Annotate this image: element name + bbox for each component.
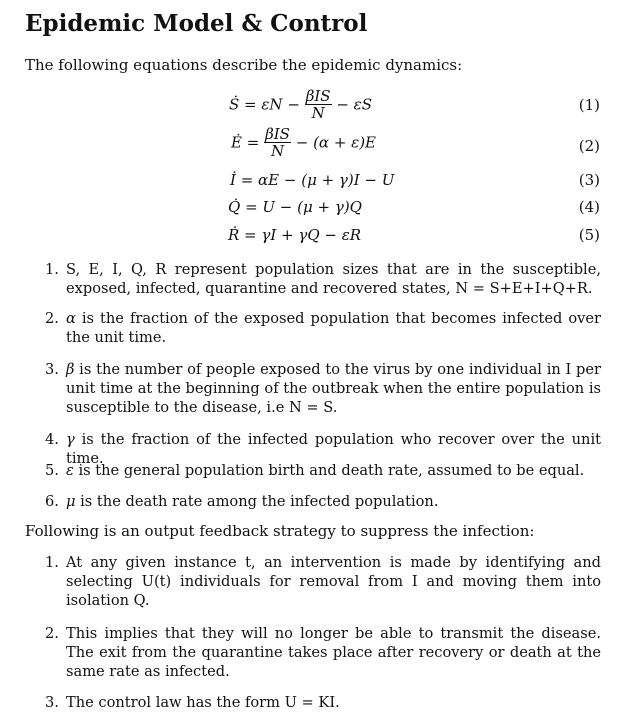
equation-number: (1) [578,96,600,114]
fraction-denominator: N [270,142,285,160]
list-number: 3. [45,361,59,378]
fraction-numerator: βIS [305,87,331,105]
fraction [305,88,332,121]
definition-text: S, E, I, Q, R represent population sizes that are in the susceptible, exposed, infected, quarantine and recovered states, N = S+E+I+Q+R. [66,261,601,297]
equation-text: Q̇ = U − (μ + γ)Q [228,198,362,216]
equation-4 [0,198,634,220]
equation-rhs: − εS [336,95,373,114]
list-number: 2. [45,625,59,642]
list-text: This implies that they will no longer be able to transmit the disease. The exit from the quarantine takes place after recovery or death at the same rate as infected. [66,625,601,680]
equation-number: (2) [578,137,600,155]
equation-number: (4) [578,198,600,216]
fraction-denominator: N [311,104,325,122]
symbol: ε [66,462,74,479]
list-text: The control law has the form U = KI. [66,694,340,711]
definition-text: is the general population birth and death rate, assumed to be equal. [73,462,585,479]
equation-text: İ = αE − (μ + γ)I − U [230,171,395,189]
equation-lhs: Ė = [231,133,260,152]
equation-lhs: Ṡ = εN − [229,95,300,114]
list-text [66,461,601,480]
fraction [264,126,291,159]
equation-1 [0,86,634,126]
list-text [66,309,601,347]
symbol: μ [66,493,76,510]
equation-number: (5) [578,226,600,244]
symbol: γ [66,431,75,448]
equation-3 [0,171,634,193]
list-number: 2. [45,310,59,327]
list-text [66,492,601,511]
definition-text: is the number of people exposed to the virus by one individual in I per unit time at the beginning of the outbreak when the entire population is susceptible to the disease, i.e N = S. [66,361,601,416]
control-heading: Following is an output feedback strategy to suppress the infection: [25,522,535,540]
list-text [66,360,601,417]
symbol: α [66,310,76,327]
list-number: 3. [45,694,59,711]
list-text [66,260,601,298]
list-text: At any given instance t, an intervention is made by identifying and selecting U(t) individuals for removal from I and moving them into isolation Q. [66,554,601,609]
equation-number: (3) [578,171,600,189]
definition-text: is the fraction of the infected population who recover over the unit time. [66,431,601,467]
list-number: 5. [45,462,59,479]
list-number: 4. [45,431,59,448]
page-title: Epidemic Model & Control [25,10,368,37]
equation-5 [0,226,634,248]
definition-text: is the death rate among the infected population. [75,493,439,510]
list-number: 1. [45,554,59,571]
equation-2 [0,124,634,164]
equation-rhs: − (α + ε)E [295,133,377,152]
intro-text: The following equations describe the epidemic dynamics: [25,56,463,74]
list-number: 1. [45,261,59,278]
fraction-numerator: βIS [265,125,290,143]
definition-text: is the fraction of the exposed population that becomes infected over the unit time. [66,310,601,346]
symbol: β [66,361,75,378]
list-number: 6. [45,493,59,510]
equation-text: Ṙ = γI + γQ − εR [228,226,362,244]
